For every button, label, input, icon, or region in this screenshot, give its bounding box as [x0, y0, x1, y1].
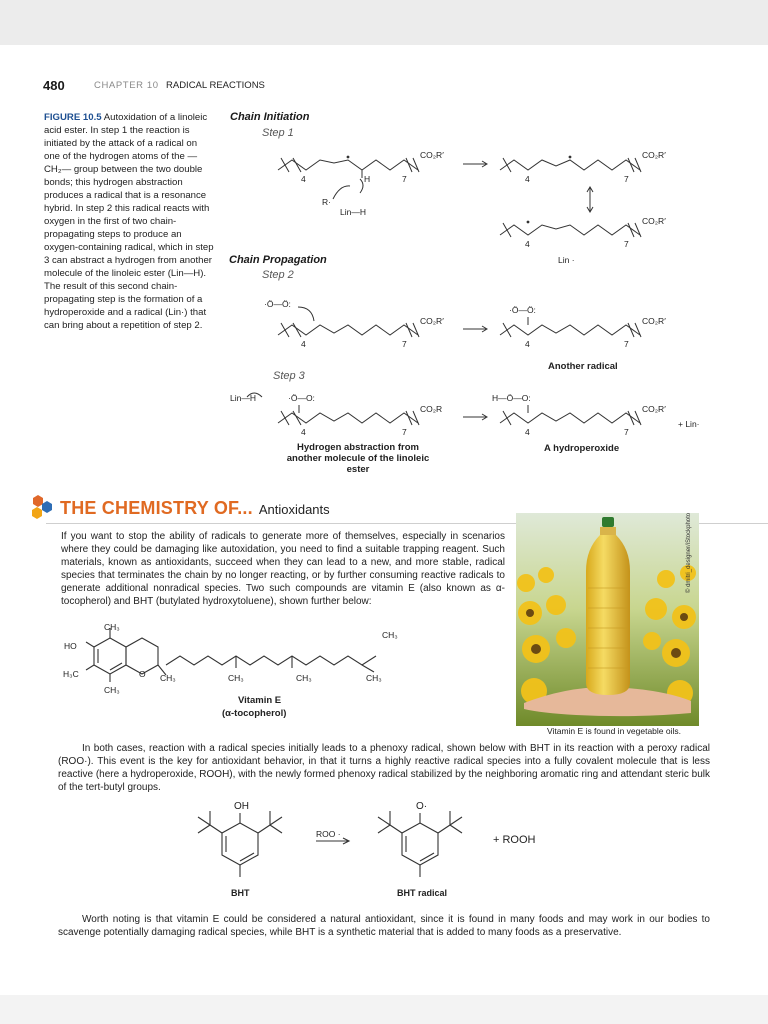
co2r-5: CO₂R′: [642, 316, 666, 326]
co2r-3: CO₂R′: [642, 216, 666, 226]
chapter-label: CHAPTER 10: [94, 80, 159, 91]
co2r-6: CO₂R: [420, 404, 443, 414]
num-7-g: 7: [624, 427, 629, 437]
vitamin-e-label: Vitamin E: [238, 695, 282, 706]
num-7-c: 7: [624, 239, 629, 249]
vite-ch3-end: CH₃: [382, 630, 398, 640]
num-4-d: 4: [301, 339, 306, 349]
radical-dot-3: [527, 221, 530, 224]
page-number: 480: [43, 78, 65, 93]
chemistry-of-title: THE CHEMISTRY OF...: [60, 498, 253, 518]
h-abstraction-label: Hydrogen abstraction from another molecule of the linoleic ester: [286, 442, 430, 475]
hexagon-cluster-icon: [28, 494, 56, 520]
co2r-7: CO₂R′: [642, 404, 666, 414]
num-4-e: 4: [525, 339, 530, 349]
roo-reagent: ROO ·: [316, 829, 341, 839]
vite-ch3-c: CH₃: [366, 673, 382, 683]
bht-reaction: [180, 805, 500, 905]
vite-ho: HO: [64, 641, 77, 651]
hydroperoxide-label: A hydroperoxide: [544, 443, 620, 454]
page-bottom-margin: [0, 995, 768, 1024]
bht-o-radical: O·: [416, 801, 428, 812]
chain-initiation-title: Chain Initiation: [230, 111, 310, 123]
vite-ring-o: O: [139, 669, 146, 679]
co2r-1: CO₂R′: [420, 150, 444, 160]
chain-1-resonance: [500, 225, 640, 235]
vite-ch3-a: CH₃: [228, 673, 244, 683]
num-7-f: 7: [402, 427, 407, 437]
vite-ch3-chiral: CH₃: [160, 673, 176, 683]
figure-label: FIGURE 10.5: [44, 112, 102, 123]
chain-2-product: [500, 325, 640, 335]
co2r-4: CO₂R′: [420, 316, 444, 326]
radical-dot-2: [569, 156, 572, 159]
figure-caption-text: Autoxidation of a linoleic acid ester. In step 1 the reaction is initiated by the attack of a radical on one of the hydrogen atoms of the —CH₂— group between the two double bonds; this hydrogen abstraction produces a radical that is a resonance hybrid. In step 2 this radical reacts with oxygen in the first of two chain-propagating steps to produce an oxygen-containing radical, which in step 3 can abstract a hydrogen from another molecule of the linoleic ester (Lin—H). The result of this second chain-propagating step is the formation of a hydroperoxide and a radical (Lin·) that can bring about a repetition of step 2.: [44, 112, 214, 331]
num-7-e: 7: [624, 339, 629, 349]
bht-radical-label: BHT radical: [397, 888, 448, 898]
hydroperoxide-group: H—Ö—O:: [492, 393, 531, 403]
r-radical: R·: [322, 197, 331, 207]
antioxidant-paragraph-2: In both cases, reaction with a radical species initially leads to a phenoxy radical, shown below with BHT in its reaction with a peroxy radical (ROO·). This event is the key for antioxidant behavior, in that it turns a highly reactive radical species into a fully covalent molecule that is less reactive (here a hydroperoxide, ROOH), with the newly formed phenoxy radical stabilized by the neighboring aromatic ring and attendant steric bulk of the tert-butyl groups.: [58, 743, 710, 793]
antioxidant-intro: If you want to stop the ability of radicals to generate more of themselves, especially in scenarios where they could be damaging like autoxidation, you need to find a suitable trapping reagent. Such materials, known as antioxidants, succeed when they can lead to a new, and more stable, radical species that terminates the chain by no longer reacting, or by further consuming reactive radicals to generate additional nonradical species. Two such compounds are vitamin E (also known as α-tocopherol) and BHT (butylated hydroxytoluene), shown further below:: [61, 531, 505, 607]
oxygen-diradical: ·Ö—Ö:: [264, 299, 291, 309]
textbook-page: [0, 45, 768, 995]
num-4-a: 4: [301, 174, 306, 184]
bht-label: BHT: [231, 888, 250, 898]
step3-label: Step 3: [273, 370, 305, 382]
chain-3-product: [500, 413, 640, 423]
chapter-title: RADICAL REACTIONS: [166, 80, 265, 91]
autoxidation-scheme: [0, 45, 768, 485]
bht-radical-ring: [402, 823, 438, 865]
photo-caption: Vitamin E is found in vegetable oils.: [546, 726, 682, 736]
num-7-d: 7: [402, 339, 407, 349]
chemistry-box-heading: [60, 498, 330, 519]
chain-1-product: [500, 160, 640, 170]
num-4-f: 4: [301, 427, 306, 437]
peroxy-group-2: ·Ö—O:: [288, 393, 315, 403]
vite-ch3-top: CH₃: [104, 622, 120, 632]
chain-propagation-title: Chain Propagation: [229, 254, 327, 266]
num-4-g: 4: [525, 427, 530, 437]
peroxy-group: ·Ö—Ö:: [509, 305, 536, 315]
bht-oh: OH: [234, 801, 249, 812]
lin-h-2: Lin—H: [230, 393, 256, 403]
oil-bottle-photo: [516, 513, 699, 726]
vite-ch3-b: CH₃: [296, 673, 312, 683]
radical-dot-1: [347, 156, 350, 159]
num-4-b: 4: [525, 174, 530, 184]
co2r-2: CO₂R′: [642, 150, 666, 160]
vitamin-e-alt-label: (α-tocopherol): [222, 708, 287, 719]
h-atom: H: [364, 174, 371, 184]
lin-h-1: Lin—H: [340, 207, 366, 217]
bht-ring: [222, 823, 258, 865]
num-4-c: 4: [525, 239, 530, 249]
chemistry-of-subtitle: Antioxidants: [258, 502, 330, 517]
rooh-product: + ROOH: [493, 834, 536, 846]
antioxidant-paragraph-3: Worth noting is that vitamin E could be considered a natural antioxidant, since it is found in many foods and may work in our bodies to scavenge potentially damaging radical species, while BHT is a synthetic material that is added to many foods as a preservative.: [58, 914, 710, 938]
vite-ch3-bottom: CH₃: [104, 685, 120, 695]
step2-label: Step 2: [262, 269, 294, 281]
lin-radical-1: Lin ·: [558, 255, 575, 265]
step1-label: Step 1: [262, 127, 294, 139]
lin-radical-2: + Lin·: [678, 419, 700, 429]
another-radical-label: Another radical: [548, 361, 618, 372]
num-7-a: 7: [402, 174, 407, 184]
vite-h3c: H₃C: [63, 669, 79, 679]
photo-credit: © dmitri_designer/iStockphoto: [686, 512, 692, 593]
num-7-b: 7: [624, 174, 629, 184]
